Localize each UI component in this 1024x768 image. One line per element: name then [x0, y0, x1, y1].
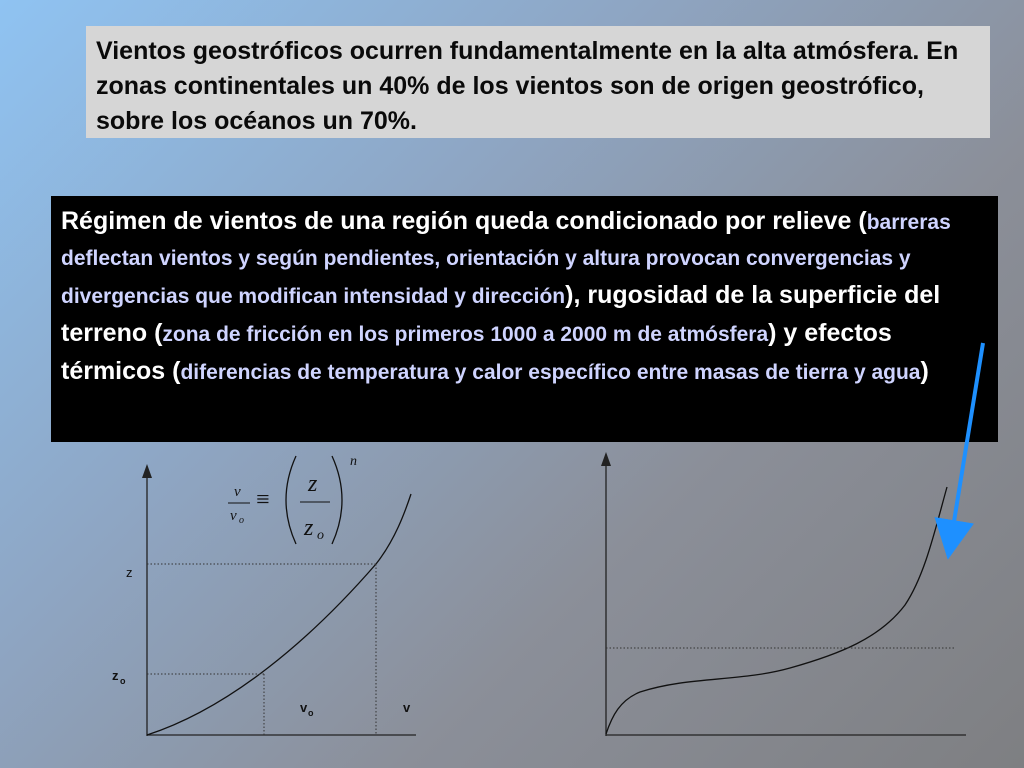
formula-vo: v — [230, 508, 237, 524]
wind-regime-text-3: ) y efectos térmicos ( — [61, 319, 892, 385]
left-profile-curve — [147, 494, 411, 735]
vo-label-sub: o — [308, 708, 314, 718]
formula-z: z — [308, 471, 318, 497]
formula-zo-sub: o — [317, 528, 324, 543]
formula-zo: z — [304, 515, 314, 541]
relief-detail-text: barreras deflectan vientos y según pendientes, orientación y altura provocan convergencias y divergencias que modifican intensidad y dirección — [61, 211, 951, 308]
right-y-axis-arrow — [601, 452, 611, 466]
geostrophic-winds-text: Vientos geostróficos ocurren fundamentalmente en la alta atmósfera. En zonas continentales un 40% de los vientos son de origen geostrófico, sobre los océanos un 70%. — [96, 37, 959, 135]
formula-v: v — [234, 484, 241, 500]
zo-label-sub: o — [120, 676, 126, 686]
left-y-axis-arrow — [142, 464, 152, 478]
right-wind-profile-graph — [601, 452, 966, 736]
vo-label: v — [300, 700, 308, 715]
formula-right-paren — [332, 456, 342, 544]
formula-vo-sub: o — [239, 515, 244, 526]
friction-detail-text: zona de fricción en los primeros 1000 a 2000 m de atmósfera — [162, 323, 769, 346]
wind-regime-text-2: ), rugosidad de la superficie del terreno ( — [61, 281, 941, 347]
zo-label: z — [112, 668, 119, 683]
wind-regime-text-1: Régimen de vientos de una región queda condicionado por relieve ( — [61, 207, 867, 235]
formula-exponent: n — [350, 454, 357, 469]
pointer-arrow — [951, 343, 983, 540]
thermal-detail-text: diferencias de temperatura y calor específico entre masas de tierra y agua — [180, 361, 921, 384]
v-axis-label: v — [403, 700, 411, 715]
z-axis-label: z — [126, 565, 133, 580]
right-profile-curve — [606, 487, 947, 734]
wind-regime-text-4: ) — [920, 357, 929, 385]
power-law-formula — [228, 454, 357, 544]
formula-left-paren — [286, 456, 296, 544]
formula-equiv: ≡ — [256, 487, 270, 513]
